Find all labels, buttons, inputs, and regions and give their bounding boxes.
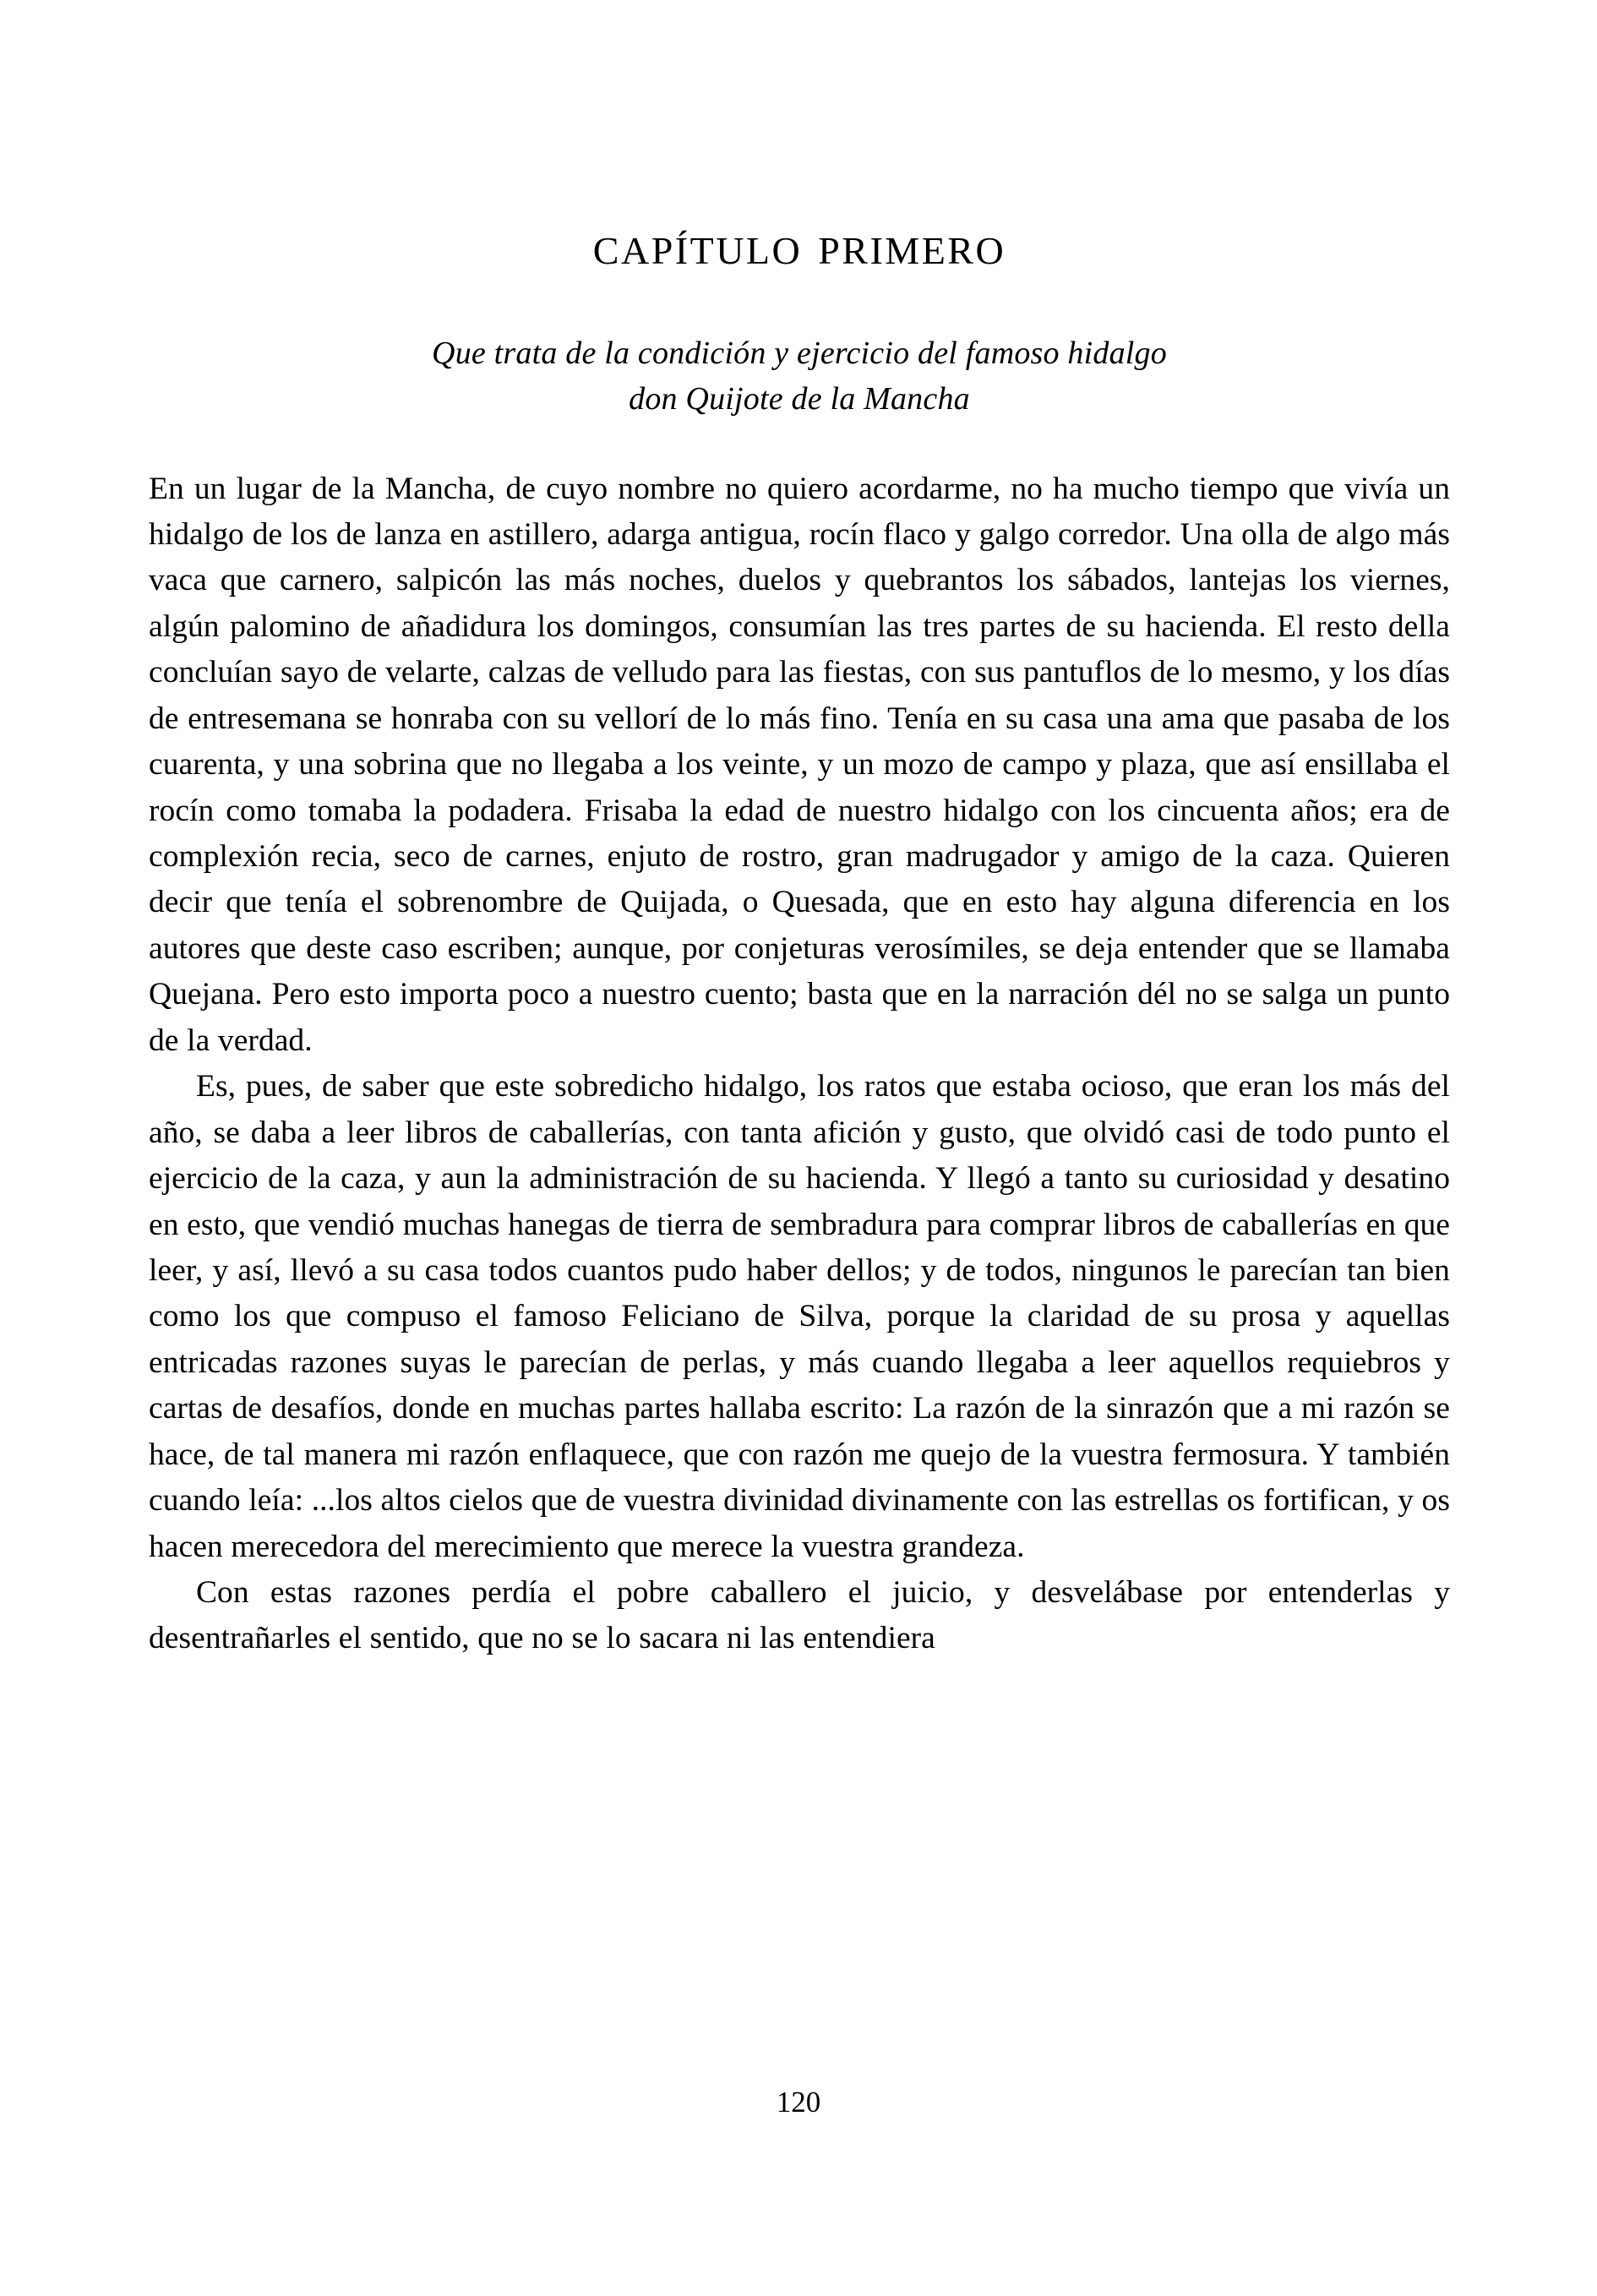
chapter-subtitle bbox=[149, 277, 1450, 423]
paragraph: Con estas razones perdía el pobre caballero el juicio, y desvelábase por entenderlas y desentrañarles el sentido, que no se lo sacara ni las entendiera bbox=[149, 1575, 1450, 1656]
page-number: 120 bbox=[776, 2086, 821, 2119]
chapter-subtitle-line-2: don Quijote de la Mancha bbox=[629, 380, 970, 417]
paragraph: En un lugar de la Mancha, de cuyo nombre no quiero acordarme, no ha mucho tiempo que vivía un hidalgo de los de lanza en astillero, adarga antigua, rocín flaco y galgo corredor. Una olla de algo más vaca que carnero, salpicón las más noches, duelos y quebrantos los sábados, lantejas los viernes, algún palomino de añadidura los domingos, consumían las tres partes de su hacienda. El resto della concluían sayo de velarte, calzas de velludo para las fiestas, con sus pantuflos de lo mesmo, y los días de entresemana se honraba con su vellorí de lo más fino. Tenía en su casa una ama que pasaba de los cuarenta, y una sobrina que no llegaba a los veinte, y un mozo de campo y plaza, que así ensillaba el rocín como tomaba la podadera. Frisaba la edad de nuestro hidalgo con los cincuenta años; era de complexión recia, seco de carnes, enjuto de rostro, gran madrugador y amigo de la caza. Quieren decir que tenía el sobrenombre de Quijada, o Quesada, que en esto hay alguna diferencia en los autores que deste caso escriben; aunque, por conjeturas verosímiles, se deja entender que se llamaba Quejana. Pero esto importa poco a nuestro cuento; basta que en la narración dél no se salga un punto de la verdad. bbox=[149, 471, 1450, 1058]
chapter-subtitle-line-1: Que trata de la condición y ejercicio del famoso hidalgo bbox=[432, 335, 1167, 371]
page-title: capítulo primero bbox=[592, 215, 1006, 276]
body-text bbox=[149, 423, 1450, 1662]
paragraph: Es, pues, de saber que este sobredicho hidalgo, los ratos que estaba ocioso, que eran los más del año, se daba a leer libros de caballerías, con tanta afición y gusto, que olvidó casi de todo punto el ejercicio de la caza, y aun la administración de su hacienda. Y llegó a tanto su curiosidad y desatino en esto, que vendió muchas hanegas de tierra de sembradura para comprar libros de caballerías en que leer, y así, llevó a su casa todos cuantos pudo haber dellos; y de todos, ningunos le parecían tan bien como los que compuso el famoso Feliciano de Silva, porque la claridad de su prosa y aquellas entricadas razones suyas le parecían de perlas, y más cuando llegaba a leer aquellos requiebros y cartas de desafíos, donde en muchas partes hallaba escrito: La razón de la sinrazón que a mi razón se hace, de tal manera mi razón enflaquece, que con razón me quejo de la vuestra fermosura. Y también cuando leía: ...los altos cielos que de vuestra divinidad divinamente con las estrellas os fortifican, y os hacen merecedora del merecimiento que merece la vuestra grandeza. bbox=[149, 1069, 1450, 1564]
page-text-block bbox=[149, 0, 1450, 1662]
